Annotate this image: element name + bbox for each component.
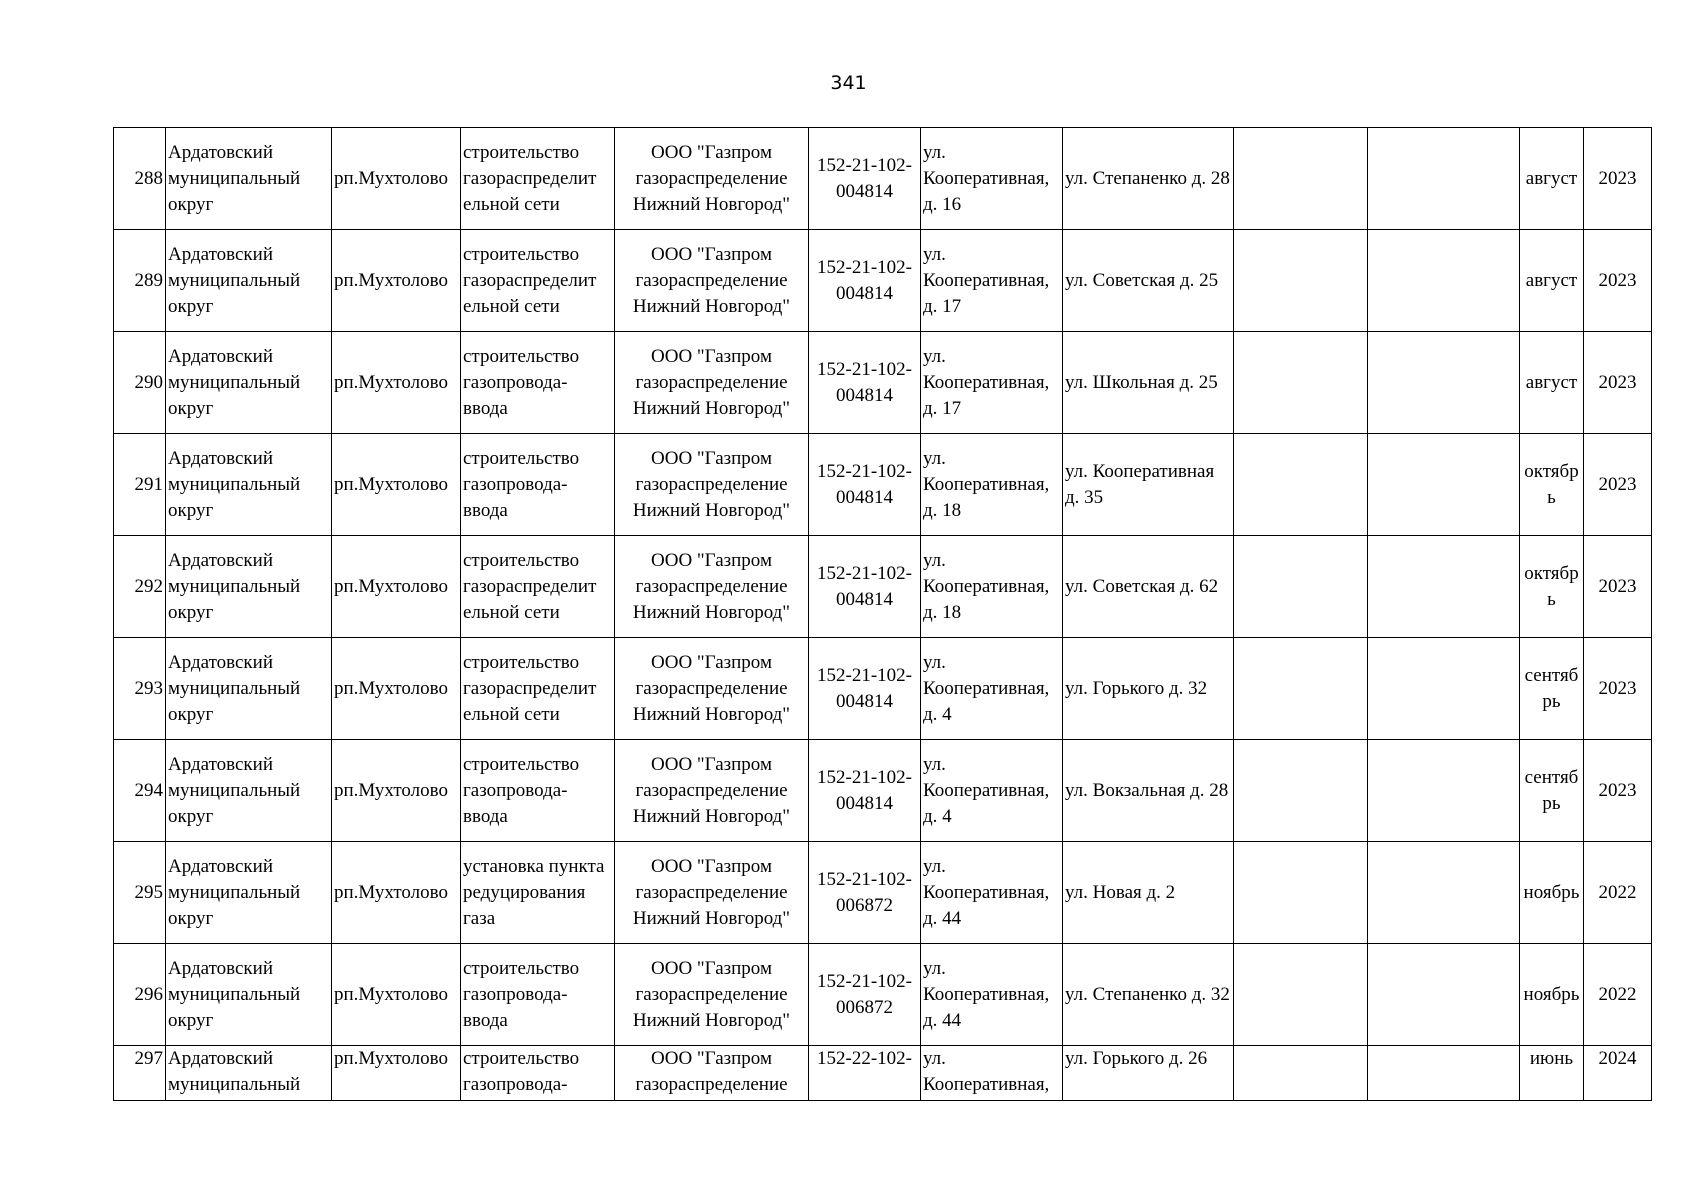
work-type-cell: установка пункта редуцирования газа (461, 842, 615, 944)
organization-cell: ООО "Газпром газораспределение Нижний Новгород" (615, 434, 809, 536)
table-row (114, 536, 1652, 638)
row-number: 291 (114, 434, 166, 536)
table-row (114, 230, 1652, 332)
locality-cell: рп.Мухтолово (332, 944, 461, 1046)
registry-code-cell: 152-21-102- 004814 (809, 128, 921, 230)
registry-code-cell: 152-21-102- 004814 (809, 434, 921, 536)
month-cell: октябр ь (1520, 434, 1584, 536)
work-type-cell: строительство газораспределит ельной сети (461, 536, 615, 638)
work-type-cell: строительство газораспределит ельной сети (461, 128, 615, 230)
district-cell: Ардатовский муниципальный округ (166, 842, 332, 944)
work-type-cell: строительство газопровода- (461, 1046, 615, 1101)
work-type-cell: строительство газопровода- ввода (461, 944, 615, 1046)
month-cell: сентяб рь (1520, 740, 1584, 842)
register-table (113, 127, 1652, 1101)
table-row (114, 332, 1652, 434)
empty-cell (1234, 230, 1368, 332)
table-row (114, 842, 1652, 944)
district-cell: Ардатовский муниципальный округ (166, 740, 332, 842)
locality-cell: рп.Мухтолово (332, 434, 461, 536)
target-address-cell: ул. Школьная д. 25 (1063, 332, 1234, 434)
locality-cell: рп.Мухтолово (332, 740, 461, 842)
work-type-cell: строительство газопровода- ввода (461, 332, 615, 434)
year-cell: 2023 (1584, 638, 1652, 740)
empty-cell (1234, 1046, 1368, 1101)
empty-cell (1368, 332, 1520, 434)
empty-cell (1368, 944, 1520, 1046)
source-address-cell: ул. Кооперативная, д. 17 (921, 332, 1063, 434)
empty-cell (1234, 332, 1368, 434)
source-address-cell: ул. Кооперативная, д. 18 (921, 434, 1063, 536)
organization-cell: ООО "Газпром газораспределение Нижний Новгород" (615, 536, 809, 638)
district-cell: Ардатовский муниципальный округ (166, 128, 332, 230)
target-address-cell: ул. Советская д. 62 (1063, 536, 1234, 638)
year-cell: 2023 (1584, 740, 1652, 842)
target-address-cell: ул. Степаненко д. 32 (1063, 944, 1234, 1046)
work-type-cell: строительство газопровода- ввода (461, 434, 615, 536)
locality-cell: рп.Мухтолово (332, 536, 461, 638)
empty-cell (1368, 434, 1520, 536)
locality-cell: рп.Мухтолово (332, 842, 461, 944)
district-cell: Ардатовский муниципальный округ (166, 944, 332, 1046)
empty-cell (1234, 842, 1368, 944)
month-cell: июнь (1520, 1046, 1584, 1101)
month-cell: август (1520, 128, 1584, 230)
source-address-cell: ул. Кооперативная, д. 17 (921, 230, 1063, 332)
year-cell: 2022 (1584, 842, 1652, 944)
year-cell: 2024 (1584, 1046, 1652, 1101)
organization-cell: ООО "Газпром газораспределение Нижний Новгород" (615, 638, 809, 740)
empty-cell (1234, 434, 1368, 536)
table-row (114, 944, 1652, 1046)
locality-cell: рп.Мухтолово (332, 230, 461, 332)
empty-cell (1234, 638, 1368, 740)
work-type-cell: строительство газораспределит ельной сети (461, 230, 615, 332)
table-row (114, 740, 1652, 842)
empty-cell (1368, 536, 1520, 638)
row-number: 294 (114, 740, 166, 842)
registry-code-cell: 152-21-102- 006872 (809, 842, 921, 944)
district-cell: Ардатовский муниципальный округ (166, 230, 332, 332)
empty-cell (1368, 230, 1520, 332)
registry-code-cell: 152-21-102- 004814 (809, 332, 921, 434)
page-number: 341 (830, 72, 867, 94)
source-address-cell: ул. Кооперативная, д. 18 (921, 536, 1063, 638)
target-address-cell: ул. Новая д. 2 (1063, 842, 1234, 944)
district-cell: Ардатовский муниципальный округ (166, 638, 332, 740)
target-address-cell: ул. Кооперативная д. 35 (1063, 434, 1234, 536)
table-body (114, 128, 1652, 1101)
month-cell: ноябрь (1520, 944, 1584, 1046)
month-cell: август (1520, 332, 1584, 434)
month-cell: август (1520, 230, 1584, 332)
source-address-cell: ул. Кооперативная, д. 4 (921, 740, 1063, 842)
row-number: 292 (114, 536, 166, 638)
empty-cell (1368, 842, 1520, 944)
empty-cell (1368, 740, 1520, 842)
row-number: 290 (114, 332, 166, 434)
source-address-cell: ул. Кооперативная, д. 44 (921, 944, 1063, 1046)
empty-cell (1368, 1046, 1520, 1101)
empty-cell (1234, 536, 1368, 638)
empty-cell (1234, 740, 1368, 842)
month-cell: ноябрь (1520, 842, 1584, 944)
row-number: 293 (114, 638, 166, 740)
locality-cell: рп.Мухтолово (332, 332, 461, 434)
year-cell: 2022 (1584, 944, 1652, 1046)
registry-code-cell: 152-21-102- 006872 (809, 944, 921, 1046)
locality-cell: рп.Мухтолово (332, 638, 461, 740)
organization-cell: ООО "Газпром газораспределение Нижний Новгород" (615, 740, 809, 842)
organization-cell: ООО "Газпром газораспределение Нижний Новгород" (615, 332, 809, 434)
year-cell: 2023 (1584, 434, 1652, 536)
target-address-cell: ул. Советская д. 25 (1063, 230, 1234, 332)
registry-code-cell: 152-21-102- 004814 (809, 536, 921, 638)
row-number: 296 (114, 944, 166, 1046)
empty-cell (1368, 128, 1520, 230)
table-row (114, 638, 1652, 740)
target-address-cell: ул. Горького д. 32 (1063, 638, 1234, 740)
row-number: 289 (114, 230, 166, 332)
target-address-cell: ул. Вокзальная д. 28 (1063, 740, 1234, 842)
row-number: 295 (114, 842, 166, 944)
table-row (114, 434, 1652, 536)
empty-cell (1368, 638, 1520, 740)
organization-cell: ООО "Газпром газораспределение Нижний Новгород" (615, 128, 809, 230)
work-type-cell: строительство газораспределит ельной сети (461, 638, 615, 740)
table-row (114, 128, 1652, 230)
source-address-cell: ул. Кооперативная, (921, 1046, 1063, 1101)
month-cell: сентяб рь (1520, 638, 1584, 740)
source-address-cell: ул. Кооперативная, д. 16 (921, 128, 1063, 230)
row-number: 288 (114, 128, 166, 230)
year-cell: 2023 (1584, 332, 1652, 434)
locality-cell: рп.Мухтолово (332, 1046, 461, 1101)
organization-cell: ООО "Газпром газораспределение Нижний Новгород" (615, 944, 809, 1046)
organization-cell: ООО "Газпром газораспределение Нижний Новгород" (615, 230, 809, 332)
month-cell: октябр ь (1520, 536, 1584, 638)
registry-code-cell: 152-21-102- 004814 (809, 740, 921, 842)
target-address-cell: ул. Степаненко д. 28 (1063, 128, 1234, 230)
district-cell: Ардатовский муниципальный округ (166, 332, 332, 434)
target-address-cell: ул. Горького д. 26 (1063, 1046, 1234, 1101)
district-cell: Ардатовский муниципальный (166, 1046, 332, 1101)
district-cell: Ардатовский муниципальный округ (166, 536, 332, 638)
year-cell: 2023 (1584, 536, 1652, 638)
district-cell: Ардатовский муниципальный округ (166, 434, 332, 536)
year-cell: 2023 (1584, 230, 1652, 332)
organization-cell: ООО "Газпром газораспределение Нижний Новгород" (615, 842, 809, 944)
row-number: 297 (114, 1046, 166, 1101)
registry-code-cell: 152-22-102- (809, 1046, 921, 1101)
source-address-cell: ул. Кооперативная, д. 4 (921, 638, 1063, 740)
year-cell: 2023 (1584, 128, 1652, 230)
empty-cell (1234, 944, 1368, 1046)
locality-cell: рп.Мухтолово (332, 128, 461, 230)
registry-code-cell: 152-21-102- 004814 (809, 230, 921, 332)
empty-cell (1234, 128, 1368, 230)
work-type-cell: строительство газопровода- ввода (461, 740, 615, 842)
table-row (114, 1046, 1652, 1101)
registry-code-cell: 152-21-102- 004814 (809, 638, 921, 740)
organization-cell: ООО "Газпром газораспределение (615, 1046, 809, 1101)
source-address-cell: ул. Кооперативная, д. 44 (921, 842, 1063, 944)
